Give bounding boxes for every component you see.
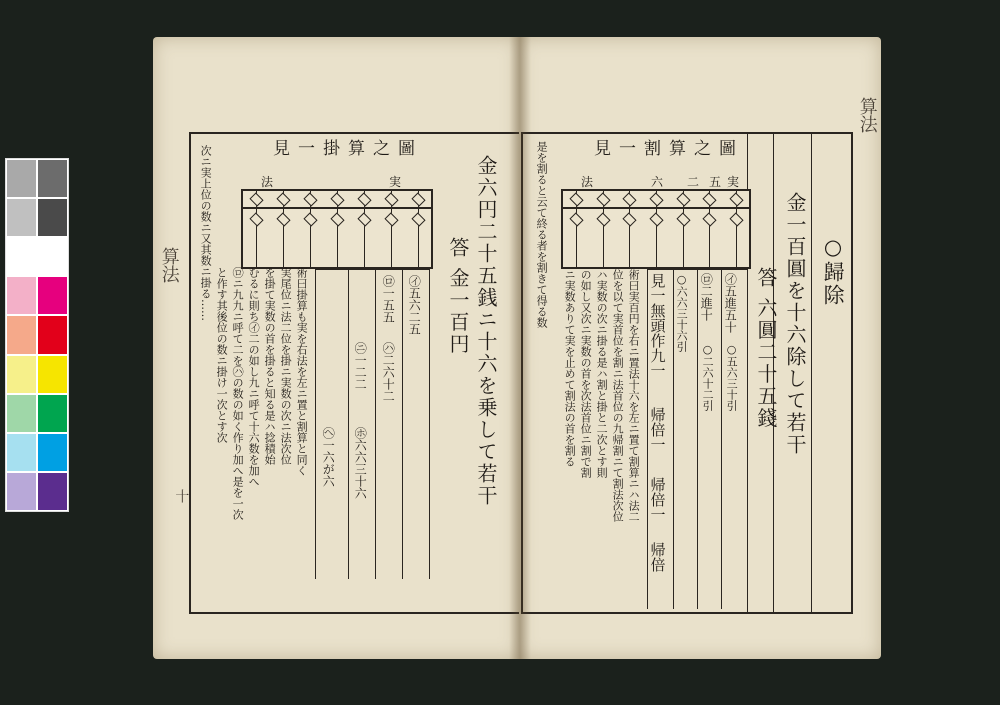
- color-calibration-chart: [5, 158, 69, 512]
- color-swatch: [37, 276, 68, 315]
- problem-answer-right: 答 六圓二十五錢: [754, 267, 778, 430]
- abacus-diagram-right: [561, 189, 751, 269]
- color-swatch: [37, 433, 68, 472]
- table-cell: ○五六三十引: [725, 343, 739, 411]
- guiyi-col: 見一無頭作九一: [648, 273, 667, 378]
- body-col: 是を割ると云て終る者を割きて得る数: [535, 141, 549, 328]
- left-page-title: 見一掛算之圖: [273, 139, 423, 159]
- abacus-bead: [249, 192, 263, 206]
- body-col: 術曰実百円を右ニ置法十六を左ニ置て割算ニハ法二: [627, 269, 641, 522]
- abacus-bead: [303, 212, 317, 226]
- color-swatch: [6, 159, 37, 198]
- table-cell: ㋩二六十二: [381, 342, 396, 402]
- abacus-bead: [702, 192, 716, 206]
- color-swatch: [6, 276, 37, 315]
- color-swatch: [6, 315, 37, 354]
- abacus-label-b: 法: [261, 175, 274, 189]
- abacus-bead: [569, 192, 583, 206]
- body-col: ニ実数ありて実を止めて割法の首を割る: [563, 269, 577, 467]
- table-cell: ㋑五六二五: [407, 275, 422, 335]
- color-swatch: [6, 198, 37, 237]
- color-swatch: [37, 315, 68, 354]
- body-col: 位を以て実首位を割ニ法首位の九帰割ニて割法次位: [611, 269, 625, 522]
- abacus-bead: [676, 192, 690, 206]
- abacus-bead: [357, 212, 371, 226]
- abacus-bead: [596, 192, 610, 206]
- folio-number: 十: [173, 489, 190, 503]
- left-page: [153, 37, 519, 659]
- section-heading: ○歸除: [821, 235, 846, 307]
- abacus-bead: [411, 212, 425, 226]
- color-swatch: [37, 472, 68, 511]
- guiyi-col: 帰倍一: [648, 407, 667, 452]
- abacus-bead: [411, 192, 425, 206]
- problem-statement: 金六円二十五銭ニ十六を乗して若干: [474, 155, 498, 507]
- abacus-bead: [384, 192, 398, 206]
- abacus-bead: [622, 192, 636, 206]
- body-col: ハ実数の次ニ掛る是ハ割と掛と二次とす則: [595, 269, 609, 478]
- color-swatch: [6, 394, 37, 433]
- table-cell: ○二六十二引: [701, 343, 715, 411]
- guiyi-col: 帰倍: [648, 542, 667, 572]
- table-cell: ㋑五進五十: [723, 273, 738, 333]
- table-cell: ○六六三十六引: [675, 273, 689, 352]
- abacus-bead: [676, 212, 690, 226]
- guiyi-col: 帰倍一: [648, 477, 667, 522]
- abacus-label-b: 五: [709, 175, 722, 189]
- abacus-bead: [729, 192, 743, 206]
- abacus-label-e: 法: [581, 175, 594, 189]
- color-swatch: [37, 394, 68, 433]
- abacus-bead: [702, 212, 716, 226]
- abacus-bead: [357, 192, 371, 206]
- abacus-bead: [649, 212, 663, 226]
- abacus-bead: [729, 212, 743, 226]
- body-col-3: むるに則ち㋑二の如し九ニ呼て十六数を加へ: [247, 267, 261, 487]
- abacus-bead: [596, 212, 610, 226]
- abacus-bead: [569, 212, 583, 226]
- abacus-bead: [330, 192, 344, 206]
- abacus-bead: [249, 212, 263, 226]
- body-col-0: 次ニ実上位の数ニ又其数ニ掛る……: [199, 145, 213, 321]
- right-page: [519, 37, 881, 659]
- abacus-label-d: 二: [687, 175, 700, 189]
- problem-answer: 答 金一百円: [446, 237, 470, 356]
- body-col-5: 実尾位ニ法二位を掛ニ実数の次ニ法次位: [279, 267, 293, 465]
- abacus-label-c: 六: [651, 175, 664, 189]
- open-book: [153, 37, 881, 659]
- table-cell: ㋺二進十: [699, 273, 714, 321]
- color-swatch: [6, 237, 37, 276]
- abacus-label-a: 実: [389, 175, 402, 189]
- right-page-title: 見一割算之圖: [594, 139, 744, 159]
- body-col-2: ㋺ニ九九ニ呼て二を㋩の数の如く作り加へ是を一次: [231, 267, 245, 520]
- problem-statement-right: 金一百圓を十六除して若干: [783, 192, 807, 456]
- abacus-bead: [276, 192, 290, 206]
- color-swatch: [37, 198, 68, 237]
- body-col-1: と作す其後位の数ニ掛け一次とす次: [215, 267, 229, 443]
- book-spine: [509, 37, 531, 659]
- table-cell: ㋥一二二: [353, 342, 368, 390]
- abacus-bead: [276, 212, 290, 226]
- table-cell: ㋭六六三十六: [353, 427, 368, 499]
- abacus-bead: [303, 192, 317, 206]
- body-col-6: 術曰掛算も実を右法を左ニ置と割算と同く: [295, 267, 309, 476]
- abacus-bead: [649, 192, 663, 206]
- abacus-bead: [330, 212, 344, 226]
- abacus-bead: [622, 212, 636, 226]
- body-col: の如し又次ニ実数の首を次法首位ニ割で割: [579, 269, 593, 478]
- abacus-bead: [384, 212, 398, 226]
- table-cell: ㋬一六が六: [321, 427, 336, 487]
- color-swatch: [37, 237, 68, 276]
- color-swatch: [37, 159, 68, 198]
- margin-note-left: 算法: [158, 247, 180, 283]
- table-cell: ㋺一五五: [381, 275, 396, 323]
- abacus-label-a: 実: [727, 175, 740, 189]
- abacus-diagram-left: [241, 189, 433, 269]
- color-swatch: [6, 355, 37, 394]
- color-swatch: [37, 355, 68, 394]
- color-swatch: [6, 433, 37, 472]
- margin-note-right: 算法: [856, 97, 878, 133]
- body-col-4: を掛て実数の首を掛ると知る是ハ捻積始: [263, 267, 277, 465]
- color-swatch: [6, 472, 37, 511]
